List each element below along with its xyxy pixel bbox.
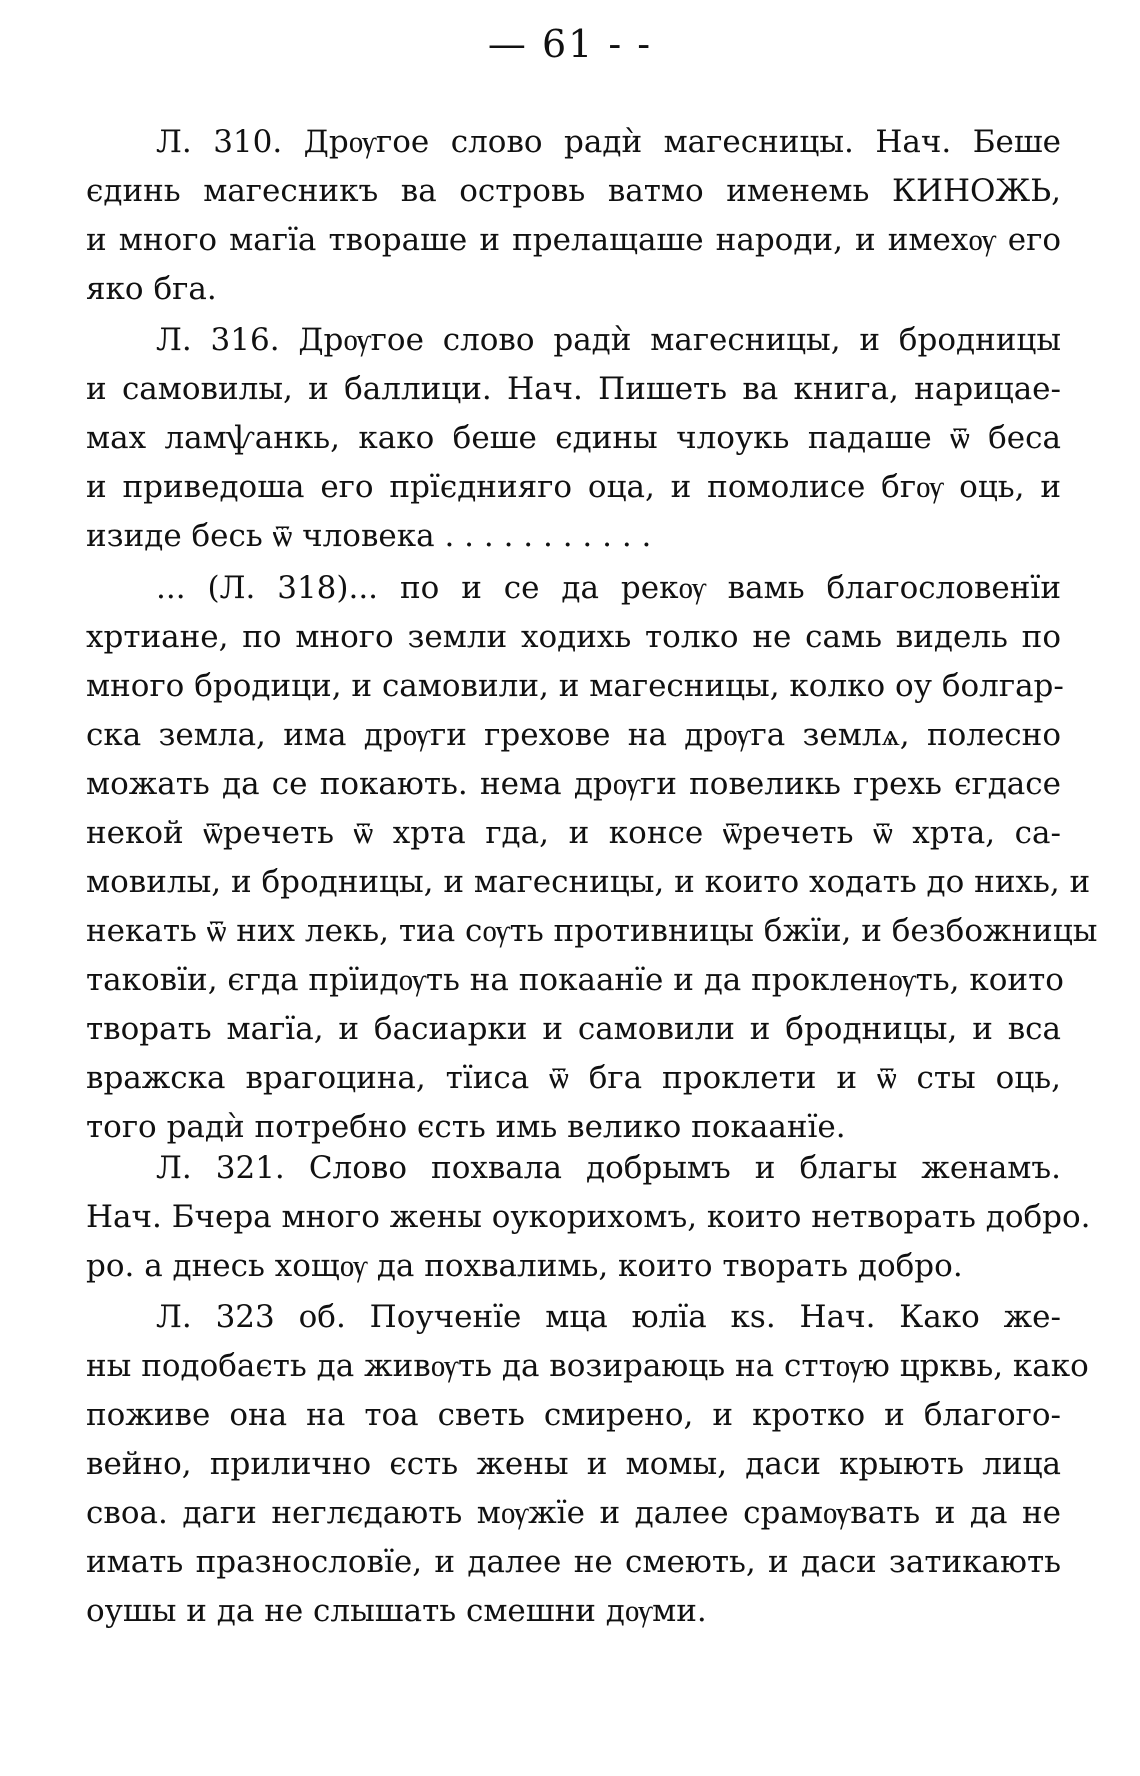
text-line: изиде бесь ѿ чловека . . . . . . . . . . . [86,518,652,554]
text-line: некой ѿречеть ѿ хрта гда, и консе ѿречеть ѿ хрта, са- [86,815,1061,851]
text-line: мах ламѱанкь, како беше єдины члоукь падаше ѿ беса [86,420,1061,456]
text-line: вражска врагоцина, тїиса ѿ бга проклети и ѿ сты оць, [86,1060,1061,1096]
text-line: много бродици, и самовили, и магесницы, колко оу болгар- [86,668,1064,704]
text-line: вейно, прилично єсть жены и момы, даси крыють лица [86,1446,1061,1482]
text-line: Нач. Бчера много жены оукорихомъ, които нетворать добро. [86,1199,1091,1235]
text-line: имать празнословїе, и далее не смеють, и даси затикають [86,1544,1061,1580]
text-line: своа. даги неглєдають мѹжїе и далее срамѹвать и да не [86,1495,1061,1531]
text-line: ска земла, има дрѹги грехове на дрѹга землѧ, полесно [86,717,1061,753]
text-line: єдинь магесникъ ва островь ватмо именемь КИНОЖЬ, [86,173,1061,209]
text-line: мовилы, и бродницы, и магесницы, и които ходать до нихь, и [86,864,1091,900]
text-line: поживе она на тоа светь смирено, и кротко и благого- [86,1397,1061,1433]
manuscript-entry [86,118,1061,314]
text-line: творать магїа, и басиарки и самовили и бродницы, и вса [86,1011,1061,1047]
manuscript-entry [86,564,1098,1152]
manuscript-entry [86,316,1061,561]
text-line: некать ѿ них лекь, тиа сѹть противницы бжїи, и безбожницы [86,913,1098,949]
text-line: хртиане, по много земли ходихь толко не самь видель по [86,619,1061,655]
text-line: яко бга. [86,271,217,307]
text-line: и самовилы, и баллици. Нач. Пишеть ва книга, нарицае- [86,371,1061,407]
text-line: Л. 316. Дрѹгое слово радѝ магесницы, и бродницы [156,322,1061,358]
text-line: ро. а днесь хощѹ да похвалимь, които творать добро. [86,1248,963,1284]
text-line: можать да се покають. нема дрѹги повеликь грехь єгдасе [86,766,1061,802]
text-line: Л. 323 об. Поученїе мца юлїа кѕ. Нач. Како же- [156,1299,1061,1335]
text-line: ... (Л. 318)... по и се да рекѹ вамь благословенїи [156,570,1061,606]
text-line: оушы и да не слышать смешни дѹми. [86,1593,707,1629]
text-line: и много магїа твораше и прелащаше народи, и имехѹ его [86,222,1061,258]
text-line: Л. 310. Дрѹгое слово радѝ магесницы. Нач. Беше [156,124,1061,160]
manuscript-entry [86,1144,1091,1291]
text-line: Л. 321. Слово похвала добрымъ и благы женамъ. [156,1150,1061,1186]
manuscript-entry [86,1293,1089,1636]
text-line: таковїи, єгда прїидѹть на покаанїе и да прокленѹть, които [86,962,1064,998]
text-line: того радѝ потребно єсть имь велико покаанїе. [86,1109,846,1145]
text-line: и приведоша его прїєднияго оца, и помолисе бгѹ оць, и [86,469,1061,505]
page-number: — 61 - - [487,22,653,66]
text-line: ны подобаєть да живѹть да возираюць на сттѹю црквь, како [86,1348,1089,1384]
